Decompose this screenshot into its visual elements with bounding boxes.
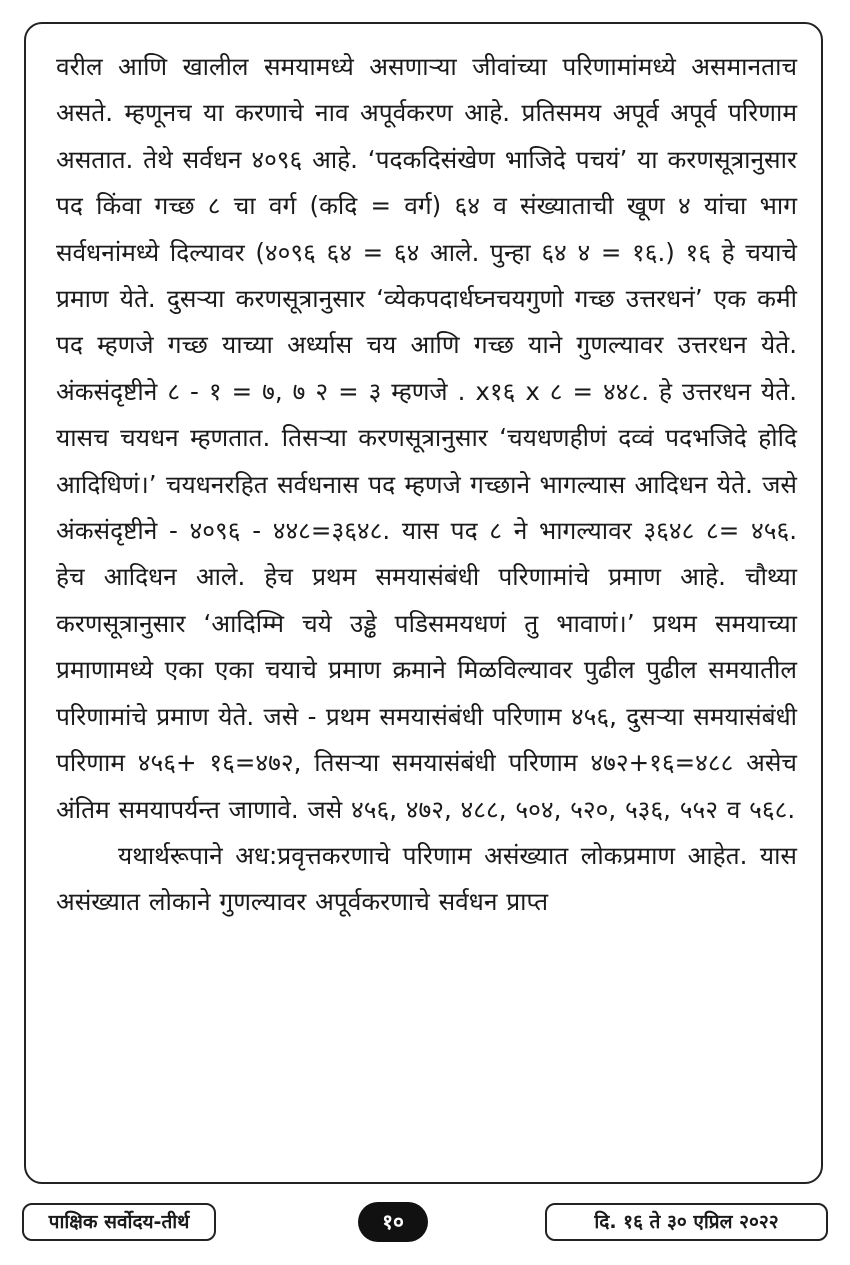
body-paragraph-1: वरील आणि खालील समयामध्ये असणाऱ्या जीवांच्या परिणामांमध्ये असमानताच असते. म्हणूनच या करणाचे नाव अपूर्वकरण आहे. प्रतिसमय अपूर्व अपूर्व परिणाम असतात. तेथे सर्वधन ४०९६ आहे. ‘पदकदिसंखेण भाजिदे पचयं’ या करणसूत्रानुसार पद किंवा गच्छ ८ चा वर्ग (कदि = वर्ग) ६४ व संख्याताची खूण ४ यांचा भाग सर्वधनांमध्ये दिल्यावर (४०९६ ६४ = ६४ आले. पुन्हा ६४ ४ = १६.) १६ हे चयाचे प्रमाण येते. दुसऱ्या करणसूत्रानुसार ‘व्येकपदार्धघ्नचयगुणो गच्छ उत्तरधनं’ एक कमी पद म्हणजे गच्छ याच्या अर्ध्यास चय आणि गच्छ याने गुणल्यावर उत्तरधन येते. अंकसंदृष्टीने ८ - १ = ७, ७ २ = ३ म्हणजे . x१६ x ८ = ४४८. हे उत्तरधन येते. यासच चयधन म्हणतात. तिसऱ्या करणसूत्रानुसार ‘चयधणहीणं दव्वं पदभजिदे होदि आदिधिणं।’ चयधनरहित सर्वधनास पद म्हणजे गच्छाने भागल्यास आदिधन येते. जसे अंकसंदृष्टीने - ४०९६ - ४४८=३६४८. यास पद ८ ने भागल्यावर ३६४८ ८= ४५६. हेच आदिधन आले. हेच प्रथम समयासंबंधी परिणामांचे प्रमाण आहे. चौथ्या करणसूत्रानुसार ‘आदिम्मि चये उड्ढे पडिसमयधणं तु भावाणं।’ प्रथम समयाच्या प्रमाणामध्ये एका एका चयाचे प्रमाण क्रमाने मिळविल्यावर पुढील पुढील समयातील परिणामांचे प्रमाण येते. जसे - प्रथम समयासंबंधी परिणाम ४५६, दुसऱ्या समयासंबंधी परिणाम ४५६+ १६=४७२, तिसऱ्या समयासंबंधी परिणाम ४७२+१६=४८८ असेच अंतिम समयापर्यन्त जाणावे. जसे ४५६, ४७२, ४८८, ५०४, ५२०, ५३६, ५५२ व ५६८. (56, 52, 797, 824)
body-paragraph-2: यथार्थरूपाने अध:प्रवृत्तकरणाचे परिणाम असंख्यात लोकप्रमाण आहेत. यास असंख्यात लोकाने गुणल्यावर अपूर्वकरणाचे सर्वधन प्राप्त (56, 840, 797, 917)
page-number: १० (358, 1202, 428, 1242)
page-frame (24, 22, 823, 1184)
publication-name: पाक्षिक सर्वोदय-तीर्थ (22, 1203, 216, 1241)
issue-date: दि. १६ ते ३० एप्रिल २०२२ (545, 1203, 828, 1241)
